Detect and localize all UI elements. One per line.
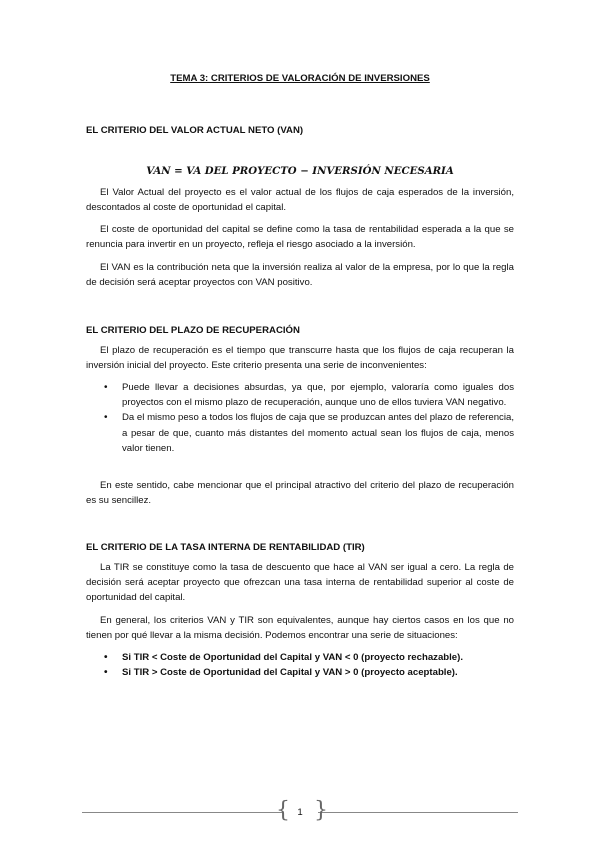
bullet-list xyxy=(86,380,514,456)
list-item-text: Da el mismo peso a todos los flujos de caja que se produzcan antes del plazo de referencia, a pesar de que, cuanto más distantes del momento actual sean los flujos de caja, menos valor tienen. xyxy=(122,412,514,454)
section-heading-tir: EL CRITERIO DE LA TASA INTERNA DE RENTABILIDAD (TIR) xyxy=(86,542,365,553)
list-item xyxy=(86,650,514,665)
left-brace-icon: { xyxy=(276,798,290,823)
bullet-icon: • xyxy=(104,412,108,424)
paragraph: El VAN es la contribución neta que la inversión realiza al valor de la empresa, por lo que la regla de decisión será aceptar proyectos con VAN positivo. xyxy=(86,262,514,289)
footer-divider-left xyxy=(82,812,282,813)
paragraph: La TIR se constituye como la tasa de descuento que hace al VAN ser igual a cero. La regla de decisión será aceptar proyecto que ofrezcan una tasa interna de rentabilidad superior al coste de oportunidad del capital. xyxy=(86,562,514,604)
bullet-icon: • xyxy=(104,382,108,393)
list-item xyxy=(86,380,514,410)
section-heading-payback: EL CRITERIO DEL PLAZO DE RECUPERACIÓN xyxy=(86,325,300,336)
paragraph: En este sentido, cabe mencionar que el principal atractivo del criterio del plazo de recuperación es su sencillez. xyxy=(86,480,514,507)
list-item xyxy=(86,410,514,456)
page-number: 1 xyxy=(297,807,303,818)
document-title: TEMA 3: CRITERIOS DE VALORACIÓN DE INVERSIONES xyxy=(170,73,430,84)
bullet-list xyxy=(86,650,514,680)
list-item xyxy=(86,665,514,680)
paragraph: El Valor Actual del proyecto es el valor actual de los flujos de caja esperados de la inversión, descontados al coste de oportunidad el capital. xyxy=(86,187,514,214)
list-item-text: Puede llevar a decisiones absurdas, ya que, por ejemplo, valoraría como iguales dos proyectos con el mismo plazo de recuperación, aunque uno de ellos tuviera VAN negativo. xyxy=(122,382,514,409)
paragraph: El coste de oportunidad del capital se define como la tasa de rentabilidad esperada a la que se renuncia para invertir en un proyecto, refleja el riesgo asociado a la inversión. xyxy=(86,224,514,251)
bullet-icon: • xyxy=(104,667,108,679)
bullet-icon: • xyxy=(104,652,108,663)
right-brace-icon: } xyxy=(314,798,328,823)
paragraph: En general, los criterios VAN y TIR son equivalentes, aunque hay ciertos casos en los que no tienen por qué llevar a la misma decisión. Podemos encontrar una serie de situaciones: xyxy=(86,615,514,642)
paragraph: El plazo de recuperación es el tiempo que transcurre hasta que los flujos de caja recuperan la inversión inicial del proyecto. Este criterio presenta una serie de inconvenientes: xyxy=(86,345,514,372)
section-heading-van: EL CRITERIO DEL VALOR ACTUAL NETO (VAN) xyxy=(86,125,304,136)
footer-divider-right xyxy=(318,812,518,813)
van-formula: VAN = VA DEL PROYECTO − INVERSIÓN NECESARIA xyxy=(146,165,454,177)
list-item-text: Si TIR > Coste de Oportunidad del Capital y VAN > 0 (proyecto aceptable). xyxy=(122,667,458,679)
list-item-text: Si TIR < Coste de Oportunidad del Capital y VAN < 0 (proyecto rechazable). xyxy=(122,652,464,663)
